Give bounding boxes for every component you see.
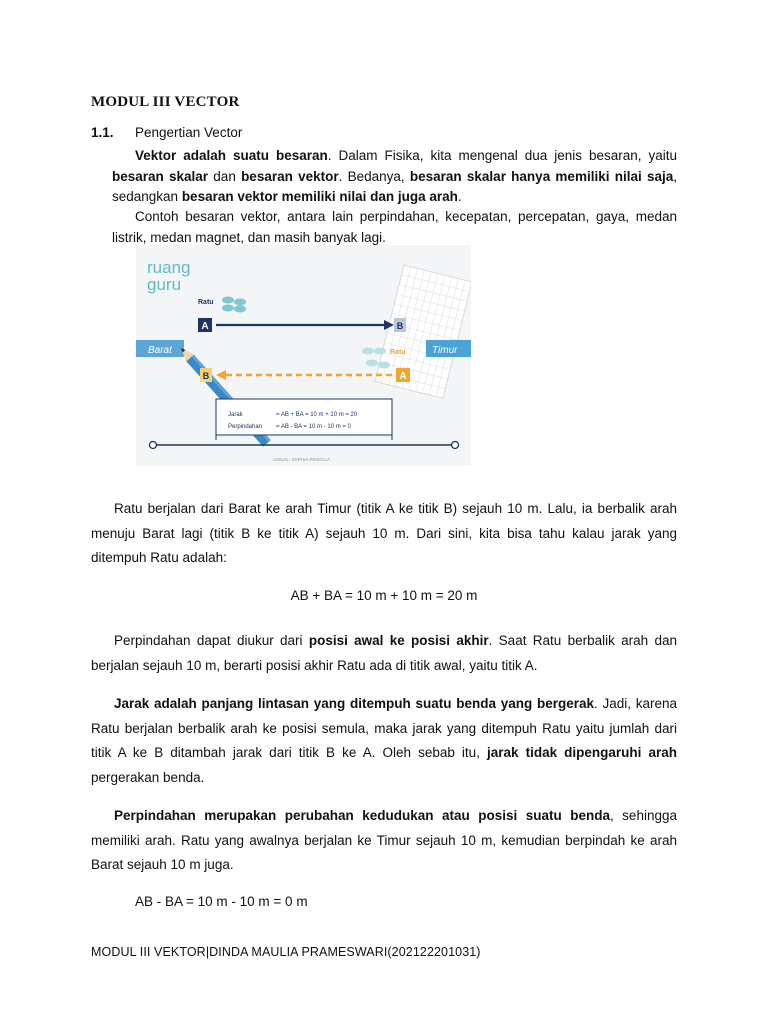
west-label: Barat bbox=[148, 345, 172, 356]
point-b-letter-bottom: B bbox=[202, 371, 210, 381]
logo-ruang: ruang bbox=[147, 258, 191, 277]
baseline-end bbox=[452, 442, 459, 449]
text-bold: besaran vektor memiliki nilai dan juga arah bbox=[181, 189, 458, 204]
text: . Saat Ratu berbalik arah dan berjalan sejauh 10 m, berarti posisi akhir Ratu ada di titik awal, yaitu titik A. bbox=[91, 633, 677, 673]
text: Perpindahan dapat diukur dari bbox=[114, 633, 309, 648]
section-title: Pengertian Vector bbox=[135, 125, 243, 140]
ratu-label-bottom: Ratu bbox=[390, 349, 406, 356]
text-bold: Vektor adalah suatu besaran bbox=[135, 148, 328, 163]
jarak-equation: = AB + BA = 10 m + 10 m = 20 bbox=[276, 412, 358, 418]
paragraph-displacement-definition bbox=[91, 804, 677, 878]
text-bold: posisi awal ke posisi akhir bbox=[308, 633, 489, 648]
text: . Dalam Fisika, kita mengenal dua jenis besaran, yaitu bbox=[327, 148, 677, 163]
text: , sedangkan bbox=[112, 168, 677, 204]
text: . Bedanya, bbox=[338, 168, 410, 184]
paragraph-distance-definition bbox=[91, 692, 677, 790]
logo-guru: guru bbox=[147, 275, 182, 294]
point-b-letter: B bbox=[396, 321, 404, 331]
text: . bbox=[457, 189, 462, 204]
equation-displacement: AB - BA = 10 m - 10 m = 0 m bbox=[135, 894, 308, 909]
text: . Jadi, karena Ratu berjalan berbalik arah ke posisi semula, maka jarak yang ditempuh Ratu yaitu jumlah dari titik A ke B ditambah jarak dari titik B ke A. Oleh sebab itu, bbox=[91, 696, 677, 760]
paragraph-displacement bbox=[91, 629, 677, 678]
page-footer: MODUL III VEKTOR|DINDA MAULIA PRAMESWARI(202122201031) bbox=[91, 945, 481, 959]
vector-illustration bbox=[136, 245, 471, 466]
perpindahan-equation: = AB - BA = 10 m - 10 m = 0 bbox=[276, 424, 351, 430]
text-bold: besaran skalar bbox=[112, 168, 209, 184]
equation-distance: AB + BA = 10 m + 10 m = 20 m bbox=[290, 588, 478, 603]
paragraph-story: Ratu berjalan dari Barat ke arah Timur (titik A ke titik B) sejauh 10 m. Lalu, ia berbalik arah menuju Barat lagi (titik B ke titik A) sejauh 10 m. Dari sini, kita bisa tahu kalau jarak yang ditempuh Ratu adalah: bbox=[91, 501, 677, 565]
ratu-label-top: Ratu bbox=[198, 299, 214, 306]
perpindahan-label: Perpindahan bbox=[228, 424, 263, 430]
text: dan bbox=[208, 168, 242, 184]
page-title: MODUL III VECTOR bbox=[91, 94, 240, 110]
text-bold: Perpindahan merupakan perubahan kedudukan atau posisi suatu benda bbox=[114, 808, 610, 823]
illustration-svg bbox=[136, 245, 471, 466]
text-bold: besaran skalar hanya memiliki nilai saja bbox=[409, 168, 674, 184]
text: , sehingga memiliki arah. Ratu yang awalnya berjalan ke Timur sejauh 10 m, kemudian berpindah ke arah Barat sejauh 10 m juga. bbox=[91, 808, 677, 872]
text-bold: besaran vektor bbox=[241, 168, 339, 184]
text-bold: jarak tidak dipengaruhi arah bbox=[487, 745, 677, 760]
paragraph-examples: Contoh besaran vektor, antara lain perpindahan, kecepatan, percepatan, gaya, medan listrik, medan magnet, dan masih banyak lagi. bbox=[112, 209, 677, 245]
east-label: Timur bbox=[432, 345, 458, 356]
visual-credit: VISUAL: SOPHIA PRISCILA bbox=[273, 457, 331, 462]
text: pergerakan benda. bbox=[91, 769, 205, 785]
section-number: 1.1. bbox=[91, 125, 114, 140]
baseline-start bbox=[150, 442, 157, 449]
jarak-label: Jarak bbox=[228, 412, 243, 418]
paragraph-definition bbox=[112, 146, 677, 208]
point-a-letter-bottom: A bbox=[399, 371, 407, 382]
text-bold: Jarak adalah panjang lintasan yang ditempuh suatu benda yang bergerak bbox=[114, 696, 594, 711]
point-a-letter: A bbox=[201, 321, 209, 332]
